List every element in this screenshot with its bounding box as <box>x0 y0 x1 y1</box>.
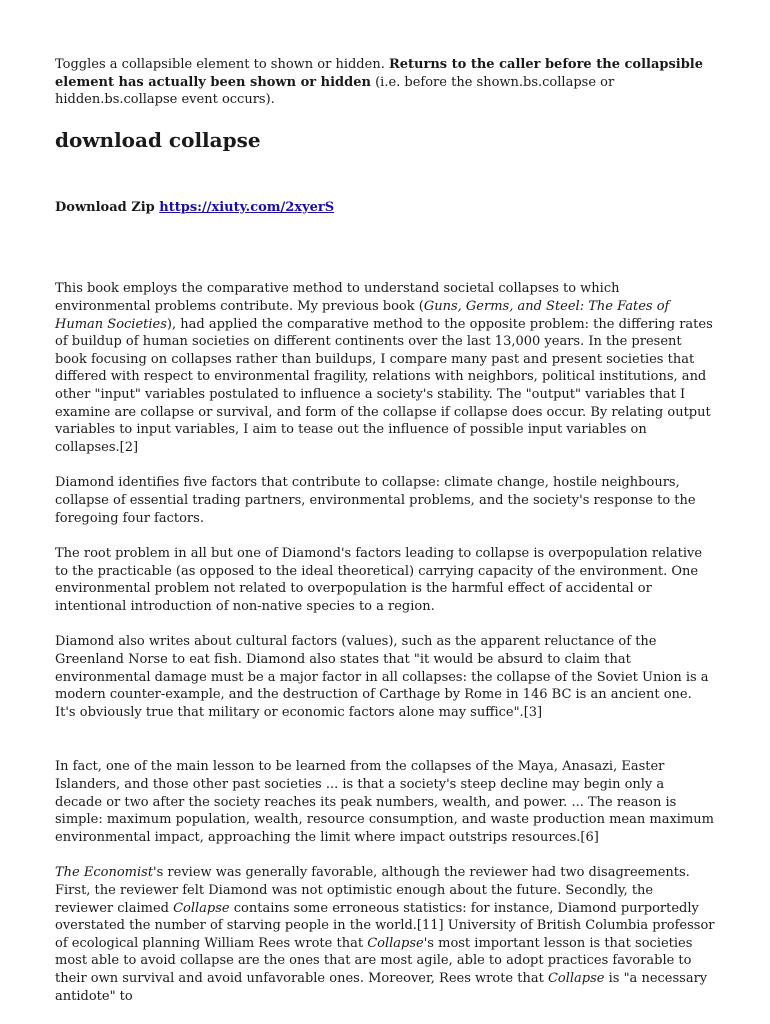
spacer <box>55 216 715 280</box>
paragraph-text: 's review was generally favorable, although the reviewer had two disagreements. First, the reviewer felt Diamond was not optimistic enough about the future. Secondly, the reviewer claimed <box>55 865 690 916</box>
paragraph-overpopulation: The root problem in all but one of Diamond's factors leading to collapse is overpopulation relative to the practicable (as opposed to the ideal theoretical) carrying capacity of the environment. One environmental problem not related to overpopulation is the harmful effect of accidental or intentional introduction of non-native species to a region. <box>55 546 703 614</box>
book-title-italic: Collapse <box>173 900 230 916</box>
paragraph-reviews <box>55 864 715 1005</box>
paragraph-text: contains some erroneous statistics: for instance, Diamond purportedly overstated the number of starving people in the world.[11] University of British Columbia professor of ecological planning William Rees wrote that <box>55 900 715 951</box>
paragraph-text: This book employs the comparative method to understand societal collapses to which environmental problems contribute. My previous book ( <box>55 281 620 314</box>
intro-bold-text: Returns to the caller before the collapsible element has actually been shown or hidden <box>55 57 704 90</box>
paragraph-methods <box>55 280 715 456</box>
download-line <box>55 199 715 217</box>
paragraph-five-factors: Diamond identifies five factors that contribute to collapse: climate change, hostile neighbours, collapse of essential trading partners, environmental problems, and the society's response to the foregoing four factors. <box>55 475 696 526</box>
book-title-italic: Guns, Germs, and Steel: The Fates of Human Societies <box>55 298 670 332</box>
download-label: Download Zip <box>55 199 155 215</box>
paragraph-text: 's most important lesson is that societies most able to avoid collapse are the ones that are most agile, able to adopt practices favorable to their own survival and avoid unfavorable ones. Moreover, Rees wrote that <box>55 935 693 986</box>
spacer <box>55 739 715 758</box>
book-title-italic: Collapse <box>547 970 605 986</box>
intro-paragraph <box>55 56 715 109</box>
paragraph-cultural-factors: Diamond also writes about cultural factors (values), such as the apparent reluctance of the Greenland Norse to eat fish. Diamond also states that "it would be absurd to claim that environmental damage must be a major factor in all collapses: the collapse of the Soviet Union is a modern counter-example, and the destruction of Carthage by Rome in 146 BC is an ancient one. It's obviously true that military or economic factors alone may suffice".[3] <box>55 634 709 720</box>
book-title-italic: Collapse <box>367 935 424 951</box>
paragraph-text: is "a necessary antidote" to <box>55 970 708 1004</box>
intro-text: Toggles a collapsible element to shown or hidden. <box>55 57 389 72</box>
intro-text-end: (i.e. before the shown.bs.collapse or hidden.bs.collapse event occurs). <box>55 74 615 108</box>
paragraph-quote: In fact, one of the main lesson to be learned from the collapses of the Maya, Anasazi, Easter Islanders, and those other past societies ... is that a society's steep decline may begin only a decade or two after the society reaches its peak numbers, wealth, and power. ... The reason is simple: maximum population, wealth, resource consumption, and waste production mean maximum environmental impact, approaching the limit where impact outstrips resources.[6] <box>55 759 714 845</box>
publication-italic: The Economist <box>55 865 154 881</box>
page-title: download collapse <box>55 127 261 152</box>
paragraph-text: ), had applied the comparative method to the opposite problem: the differing rates of buildup of human societies on different continents over the last 13,000 years. In the present book focusing on collapses rather than buildups, I compare many past and present societies that differed with respect to environmental fragility, relations with neighbors, political institutions, and other "input" variables postulated to influence a society's stability. The "output" variables that I examine are collapse or survival, and form of the collapse if collapse does occur. By relating output variables to input variables, I aim to tease out the influence of possible input variables on collapses.[2] <box>55 316 713 455</box>
download-link[interactable]: https://xiuty.com/2xyerS <box>159 199 335 215</box>
